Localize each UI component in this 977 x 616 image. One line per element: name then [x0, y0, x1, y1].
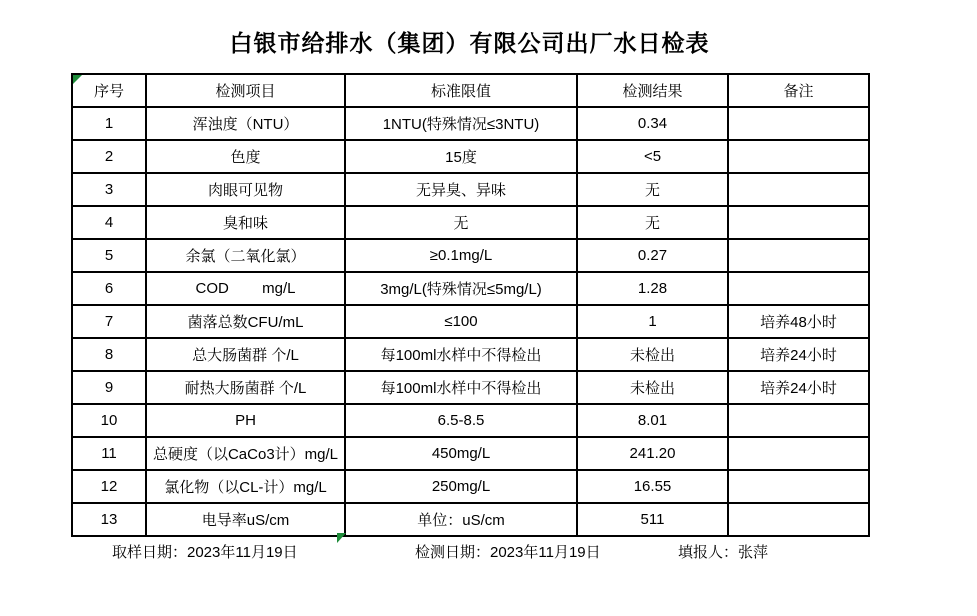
daily-inspection-table [71, 73, 870, 537]
table-cell: 0.27 [577, 239, 728, 272]
table-cell: 7 [72, 305, 146, 338]
table-cell: COD mg/L [146, 272, 345, 305]
table-row [72, 239, 869, 272]
table-body [72, 107, 869, 536]
table-cell: 6 [72, 272, 146, 305]
table-cell: 10 [72, 404, 146, 437]
table-cell: 3 [72, 173, 146, 206]
table-cell: 未检出 [577, 371, 728, 404]
table-cell: 无异臭、异味 [345, 173, 577, 206]
table-cell: 1 [72, 107, 146, 140]
table-cell: ≥0.1mg/L [345, 239, 577, 272]
table-cell: 培养24小时 [728, 338, 869, 371]
table-cell: 无 [345, 206, 577, 239]
column-header-remarks: 备注 [728, 74, 869, 107]
table-cell: 无 [577, 206, 728, 239]
table-cell: 氯化物（以CL-计）mg/L [146, 470, 345, 503]
table-cell: 未检出 [577, 338, 728, 371]
page-title: 白银市给排水（集团）有限公司出厂水日检表 [229, 30, 710, 56]
table-row [72, 338, 869, 371]
table-row [72, 140, 869, 173]
table-cell: <5 [577, 140, 728, 173]
table-row [72, 173, 869, 206]
table-cell [728, 470, 869, 503]
table-cell [728, 272, 869, 305]
table-row [72, 503, 869, 536]
reporter-text: 填报人：张萍 [678, 544, 769, 561]
table-row [72, 272, 869, 305]
table-cell: 电导率uS/cm [146, 503, 345, 536]
table-cell [728, 107, 869, 140]
table-cell: 4 [72, 206, 146, 239]
table-cell [728, 404, 869, 437]
table-cell: 色度 [146, 140, 345, 173]
table-cell [728, 206, 869, 239]
table-cell: 肉眼可见物 [146, 173, 345, 206]
table-cell: 12 [72, 470, 146, 503]
table-cell: 每100ml水样中不得检出 [345, 338, 577, 371]
table-cell: 241.20 [577, 437, 728, 470]
table-cell [728, 140, 869, 173]
table-cell [728, 173, 869, 206]
table-cell: 余氯（二氧化氯） [146, 239, 345, 272]
table-cell [728, 437, 869, 470]
table-cell: 单位：uS/cm [345, 503, 577, 536]
table-cell: 2 [72, 140, 146, 173]
table-cell: 臭和味 [146, 206, 345, 239]
table-cell: 每100ml水样中不得检出 [345, 371, 577, 404]
table-cell: 1NTU(特殊情况≤3NTU) [345, 107, 577, 140]
column-header-index: 序号 [72, 74, 146, 107]
table-cell: 培养48小时 [728, 305, 869, 338]
table-cell: 8.01 [577, 404, 728, 437]
table-row [72, 371, 869, 404]
column-header-result: 检测结果 [577, 74, 728, 107]
table-row [72, 206, 869, 239]
table-cell: 511 [577, 503, 728, 536]
table-row [72, 107, 869, 140]
table-cell: 13 [72, 503, 146, 536]
table-row [72, 404, 869, 437]
table-cell: 8 [72, 338, 146, 371]
table-cell: 1.28 [577, 272, 728, 305]
table-cell: 5 [72, 239, 146, 272]
table-cell [728, 239, 869, 272]
table-row [72, 437, 869, 470]
excel-corner-marker-icon [73, 75, 82, 84]
table-cell: 16.55 [577, 470, 728, 503]
table-cell: 菌落总数CFU/mL [146, 305, 345, 338]
table-cell: 9 [72, 371, 146, 404]
table-cell: 无 [577, 173, 728, 206]
table-cell: 总大肠菌群 个/L [146, 338, 345, 371]
table-cell: 0.34 [577, 107, 728, 140]
table-cell: 1 [577, 305, 728, 338]
table-cell: 浑浊度（NTU） [146, 107, 345, 140]
sampling-date-text: 取样日期：2023年11月19日 [112, 544, 298, 561]
table-cell: 11 [72, 437, 146, 470]
table-row [72, 305, 869, 338]
table-cell: PH [146, 404, 345, 437]
table-cell [728, 503, 869, 536]
column-header-item: 检测项目 [146, 74, 345, 107]
table-cell: 15度 [345, 140, 577, 173]
green-wedge-marker-icon [337, 533, 346, 543]
table-cell: ≤100 [345, 305, 577, 338]
table-cell: 250mg/L [345, 470, 577, 503]
column-header-limit: 标准限值 [345, 74, 577, 107]
table-cell: 培养24小时 [728, 371, 869, 404]
table-cell: 耐热大肠菌群 个/L [146, 371, 345, 404]
testing-date-text: 检测日期：2023年11月19日 [415, 544, 601, 561]
table-header-row [72, 74, 869, 107]
table-cell: 3mg/L(特殊情况≤5mg/L) [345, 272, 577, 305]
table-cell: 总硬度（以CaCo3计）mg/L [146, 437, 345, 470]
table-cell: 6.5-8.5 [345, 404, 577, 437]
table-row [72, 470, 869, 503]
footer [0, 543, 977, 563]
table-cell: 450mg/L [345, 437, 577, 470]
